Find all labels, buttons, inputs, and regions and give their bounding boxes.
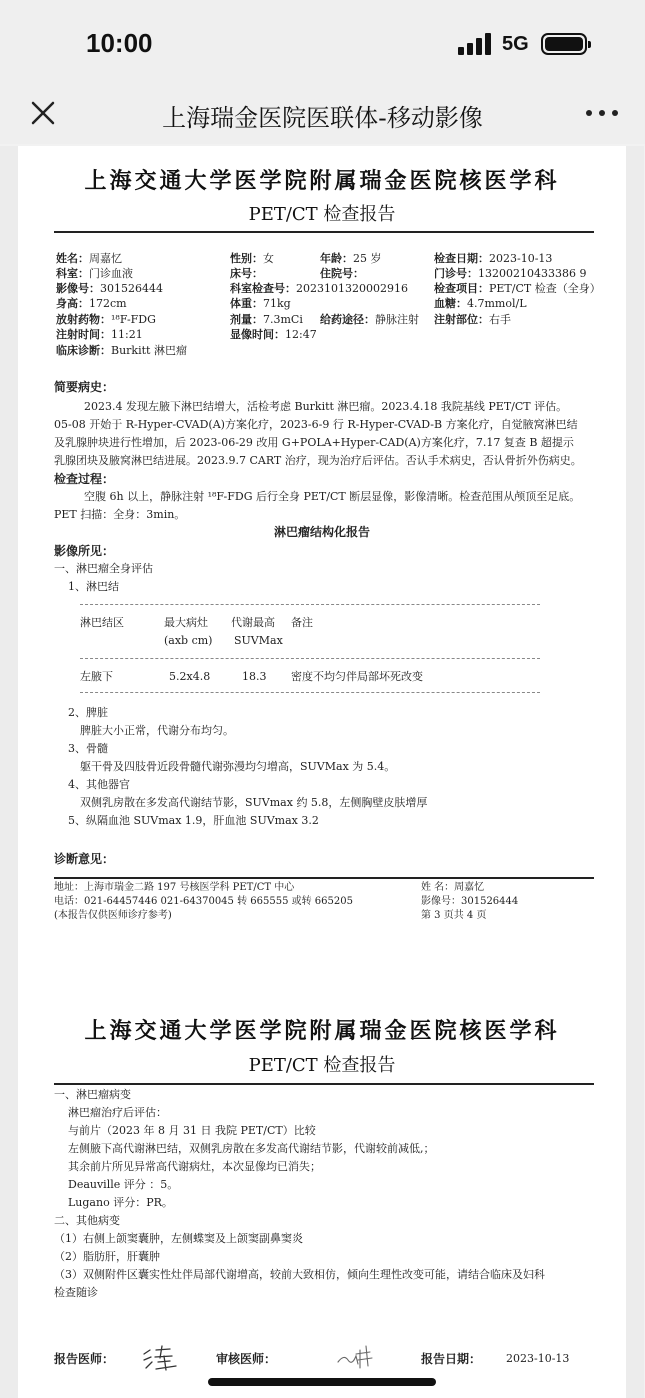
field-label: 剂量： bbox=[230, 313, 263, 326]
info-route bbox=[320, 313, 419, 327]
info-bed bbox=[230, 267, 263, 281]
table-cell-note: 密度不均匀伴局部坏死改变 bbox=[291, 670, 423, 683]
info-height bbox=[56, 297, 127, 311]
info-sex bbox=[230, 252, 274, 266]
finding-1: 一、淋巴瘤全身评估 bbox=[54, 562, 153, 575]
info-date bbox=[434, 252, 552, 266]
opinion-1e: Deauville 评分 ：5。 bbox=[68, 1178, 179, 1191]
field-label: 科室检查号： bbox=[230, 282, 296, 295]
opinion-2: 二、其他病变 bbox=[54, 1214, 120, 1227]
status-time: 10:00 bbox=[86, 28, 153, 58]
field-value: ¹⁸F-FDG bbox=[111, 313, 156, 326]
divider bbox=[54, 1083, 594, 1085]
status-bar bbox=[0, 0, 645, 88]
finding-5: 5、纵隔血池 SUVmax 1.9，肝血池 SUVmax 3.2 bbox=[68, 814, 319, 827]
field-value: 周嘉忆 bbox=[89, 252, 122, 265]
field-value: 7.3mCi bbox=[263, 313, 303, 326]
field-value: 172cm bbox=[89, 297, 127, 310]
table-cell-region: 左腋下 bbox=[80, 670, 113, 683]
field-label: 给药途径： bbox=[320, 313, 375, 326]
info-image-no bbox=[56, 282, 163, 296]
field-label: 住院号： bbox=[320, 267, 364, 280]
table-header-region: 淋巴结区 bbox=[80, 616, 124, 629]
field-value: 11:21 bbox=[111, 328, 143, 341]
reviewer-label: 审核医师： bbox=[216, 1352, 277, 1366]
page-edge-right bbox=[626, 146, 644, 1398]
footer-phone: 电话：021-64457446 021-64370045 转 665555 或转 665205 bbox=[54, 896, 353, 907]
report-date: 2023-10-13 bbox=[506, 1352, 570, 1365]
table-divider bbox=[80, 604, 540, 605]
field-value: 71kg bbox=[263, 297, 291, 310]
table-header-size-unit: (axb cm) bbox=[164, 634, 213, 647]
info-dept-no bbox=[230, 282, 408, 296]
table-header-suv-unit: SUVMax bbox=[234, 634, 283, 647]
footer-name: 姓 名：周嘉忆 bbox=[421, 882, 485, 893]
findings-title: 影像所见： bbox=[54, 544, 115, 558]
field-label: 体重： bbox=[230, 297, 263, 310]
footer-page: 第 3 页共 4 页 bbox=[421, 910, 487, 921]
opinion-1a: 淋巴瘤治疗后评估： bbox=[68, 1106, 167, 1119]
table-divider bbox=[80, 658, 540, 659]
opinion-title: 诊断意见： bbox=[54, 852, 115, 866]
finding-2-detail: 脾脏大小正常，代谢分布均匀。 bbox=[80, 724, 234, 737]
report-date-label: 报告日期： bbox=[421, 1352, 482, 1366]
info-age bbox=[320, 252, 382, 266]
field-label: 影像号： bbox=[56, 282, 100, 295]
info-inpatient bbox=[320, 267, 364, 281]
field-label: 血糖： bbox=[434, 297, 467, 310]
network-type: 5G bbox=[502, 33, 529, 55]
structured-title: 淋巴瘤结构化报告 bbox=[273, 525, 370, 539]
table-header-suv: 代谢最高 bbox=[231, 616, 275, 629]
opinion-2c: （3）双侧附件区囊实性灶伴局部代谢增高，较前大致相仿，倾向生理性改变可能，请结合临床及妇科 bbox=[54, 1268, 545, 1281]
footer-note: (本报告仅供医师诊疗参考) bbox=[54, 910, 172, 921]
finding-3-detail: 躯干骨及四肢骨近段骨髓代谢弥漫均匀增高，SUVMax 为 5.4。 bbox=[80, 760, 396, 773]
field-value: 301526444 bbox=[100, 282, 163, 295]
field-label: 临床诊断： bbox=[56, 344, 111, 357]
field-label: 床号： bbox=[230, 267, 263, 280]
field-value: 25 岁 bbox=[353, 252, 382, 265]
hospital-title: 上海交通大学医学院附属瑞金医院核医学科 bbox=[84, 168, 560, 194]
report-document[interactable] bbox=[18, 146, 626, 1398]
finding-4-detail: 双侧乳房散在多发高代谢结节影，SUVmax 约 5.8，左侧胸壁皮肤增厚 bbox=[80, 796, 428, 809]
info-inject-time bbox=[56, 328, 143, 342]
finding-4: 4、其他器官 bbox=[68, 778, 130, 791]
field-value: 13200210433386 9 bbox=[478, 267, 587, 280]
info-item bbox=[434, 282, 601, 296]
footer-image-no: 影像号：301526444 bbox=[421, 896, 519, 907]
info-sugar bbox=[434, 297, 527, 311]
opinion-1: 一、淋巴瘤病变 bbox=[54, 1088, 131, 1101]
field-label: 姓名： bbox=[56, 252, 89, 265]
field-value: 2023101320002916 bbox=[296, 282, 408, 295]
field-label: 科室： bbox=[56, 267, 89, 280]
field-value: 女 bbox=[263, 252, 274, 265]
reviewer-signature bbox=[336, 1342, 380, 1370]
finding-2: 2、脾脏 bbox=[68, 706, 108, 719]
process-text: 空腹 6h 以上，静脉注射 ¹⁸F-FDG 后行全身 PET/CT 断层显像，影像清晰。检查范围从颅顶至足底。PET 扫描：全身：3min。 bbox=[54, 490, 581, 521]
field-label: 身高： bbox=[56, 297, 89, 310]
reporter-signature bbox=[140, 1344, 184, 1372]
history-title: 简要病史： bbox=[54, 380, 115, 394]
battery-icon bbox=[541, 33, 587, 55]
opinion-1d: 其余前片所见异常高代谢病灶，本次显像均已消失； bbox=[68, 1160, 321, 1173]
field-value: PET/CT 检查（全身） bbox=[489, 282, 601, 295]
field-value: 静脉注射 bbox=[375, 313, 419, 326]
opinion-1b: 与前片（2023 年 8 月 31 日 我院 PET/CT）比较 bbox=[68, 1124, 316, 1137]
field-label: 性别： bbox=[230, 252, 263, 265]
finding-1-1: 1、淋巴结 bbox=[68, 580, 119, 593]
finding-3: 3、骨髓 bbox=[68, 742, 108, 755]
field-label: 检查项目： bbox=[434, 282, 489, 295]
history-text: 2023.4 发现左腋下淋巴结增大，活检考虑 Burkitt 淋巴瘤。2023.4.18 我院基线 PET/CT 评估。05-08 开始于 R-Hyper-CVAD(A)方案化疗，2023-6-9 行 R-Hyper-CVAD-B 方案化疗，自觉腋窝淋巴结及乳腺肿块进行性增加，后 2023-06-29 改用 G+POLA+Hyper-CAD(A)方案化疗，7.17 复查 B 超提示乳腺团块及腋窝淋巴结进展。2023.9.7 CART 治疗，现为治疗后评估。否认手术病史，否认骨折外伤病史。 bbox=[54, 400, 582, 467]
info-drug bbox=[56, 313, 156, 327]
info-name bbox=[56, 252, 122, 266]
more-icon[interactable] bbox=[586, 110, 620, 120]
info-weight bbox=[230, 297, 291, 311]
table-header-size: 最大病灶 bbox=[164, 616, 208, 629]
info-diagnosis bbox=[56, 344, 187, 358]
opinion-2d: 检查随诊 bbox=[54, 1286, 98, 1299]
reporter-label: 报告医师： bbox=[54, 1352, 115, 1366]
report-title: PET/CT 检查报告 bbox=[248, 1055, 396, 1076]
field-value: 2023-10-13 bbox=[489, 252, 553, 265]
opinion-1f: Lugano 评分：PR。 bbox=[68, 1196, 173, 1209]
footer-divider bbox=[54, 877, 594, 879]
field-value: 门诊血液 bbox=[89, 267, 133, 280]
field-value: 12:47 bbox=[285, 328, 317, 341]
home-indicator[interactable] bbox=[208, 1378, 436, 1386]
field-label: 注射时间： bbox=[56, 328, 111, 341]
footer-address: 地址：上海市瑞金二路 197 号核医学科 PET/CT 中心 bbox=[54, 882, 295, 893]
field-label: 年龄： bbox=[320, 252, 353, 265]
opinion-1c: 左侧腋下高代谢淋巴结，双侧乳房散在多发高代谢结节影，代谢较前减低,； bbox=[68, 1142, 435, 1155]
report-title: PET/CT 检查报告 bbox=[248, 204, 396, 225]
info-dose bbox=[230, 313, 303, 327]
field-value: 4.7mmol/L bbox=[467, 297, 527, 310]
field-label: 门诊号： bbox=[434, 267, 478, 280]
field-value: Burkitt 淋巴瘤 bbox=[111, 344, 187, 357]
field-label: 注射部位： bbox=[434, 313, 489, 326]
info-site bbox=[434, 313, 511, 327]
signal-icon bbox=[458, 33, 492, 55]
table-divider bbox=[80, 692, 540, 693]
process-title: 检查过程： bbox=[54, 472, 115, 486]
info-outpatient bbox=[434, 267, 586, 281]
info-dept bbox=[56, 267, 133, 281]
field-label: 显像时间： bbox=[230, 328, 285, 341]
hospital-title: 上海交通大学医学院附属瑞金医院核医学科 bbox=[84, 1018, 560, 1044]
divider bbox=[54, 231, 594, 233]
table-header-note: 备注 bbox=[291, 616, 313, 629]
page-title: 上海瑞金医院医联体-移动影像 bbox=[162, 104, 483, 132]
table-cell-suv: 18.3 bbox=[242, 670, 267, 683]
opinion-2a: （1）右侧上颌窦囊肿，左侧蝶窦及上颌窦副鼻窦炎 bbox=[54, 1232, 303, 1245]
opinion-2b: （2）脂肪肝，肝囊肿 bbox=[54, 1250, 160, 1263]
field-value: 右手 bbox=[489, 313, 511, 326]
nav-bar bbox=[0, 88, 645, 144]
table-cell-size: 5.2x4.8 bbox=[169, 670, 211, 683]
info-display-time bbox=[230, 328, 317, 342]
page-edge-left bbox=[0, 146, 18, 1398]
field-label: 放射药物： bbox=[56, 313, 111, 326]
field-label: 检查日期： bbox=[434, 252, 489, 265]
